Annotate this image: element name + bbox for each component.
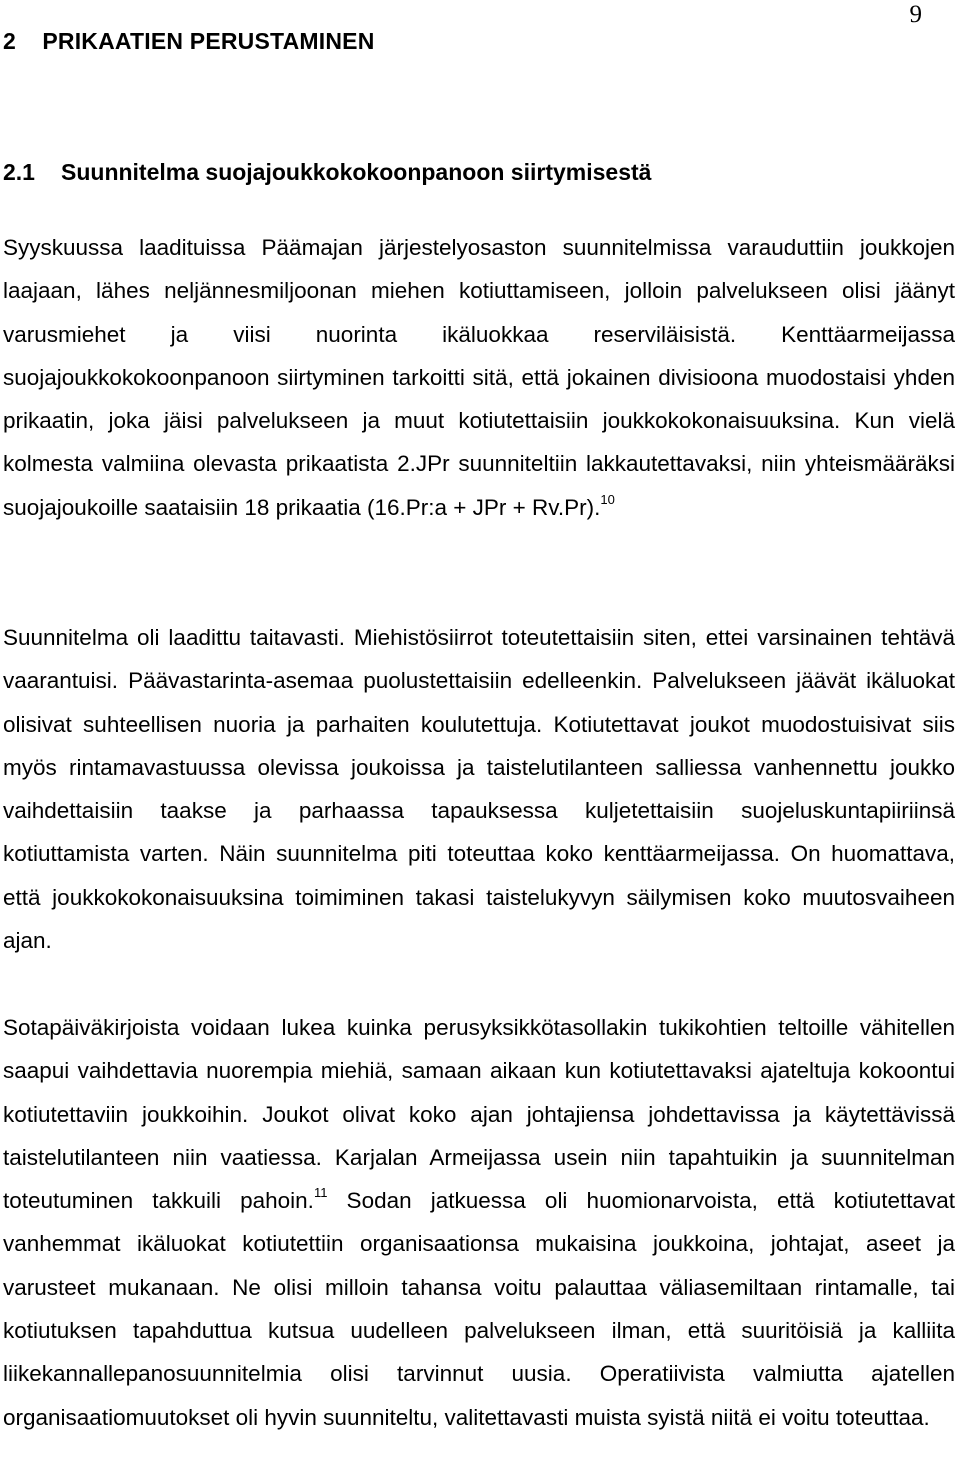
page-number: 9 [909, 1, 922, 28]
section-heading [3, 156, 651, 188]
footnote-reference: 11 [313, 1185, 328, 1201]
paragraph-text: Sodan jatkuessa oli huomionarvoista, että kotiutettavat vanhemmat ikäluokat kotiutettiin organisaationsa mukaisina joukkoina, johtajat, aseet ja varusteet mukanaan. Ne olisi milloin tahansa voitu palauttaa väliasemiltaan rintamalle, tai kotiutuksen tapahduttua kutsua uudelleen palvelukseen ilman, että suuritöisiä ja kalliita liikekannallepanosuunnitelmia olisi tarvinnut uusia. Operatiivista valmiutta ajatellen organisaatiomuutokset oli hyvin suunniteltu, valitettavasti muista syistä niitä ei voitu toteuttaa. [3, 1188, 956, 1430]
section-number: 2.1 [3, 159, 35, 185]
section-title: Suunnitelma suojajoukkokokoonpanoon siirtymisestä [61, 159, 652, 185]
body-paragraph [3, 226, 955, 529]
paragraph-text: Sotapäiväkirjoista voidaan lukea kuinka perusyksikkötasollakin tukikohtien teltoille vähitellen saapui vaihdettavia nuorempia miehiä, samaan aikaan kun kotiutettavaksi ajateltuja kokoontui kotiutettaviin joukkoihin. Joukot olivat koko ajan johtajiensa johdettavissa ja käytettävissä taistelutilanteen niin vaatiessa. Karjalan Armeijassa usein niin tapahtuikin ja suunnitelman toteutuminen takkuili pahoin. [3, 1015, 955, 1214]
chapter-heading: 2 PRIKAATIEN PERUSTAMINEN [3, 28, 375, 54]
footnote-reference: 10 [600, 491, 615, 507]
paragraph-text: Suunnitelma oli laadittu taitavasti. Miehistösiirrot toteutettaisiin siten, ettei varsinainen tehtävä vaarantuisi. Päävastarinta-asemaa puolustettaisiin edelleenkin. Palvelukseen jäävät ikäluokat olisivat suhteellisen nuoria ja parhaiten koulutettuja. Kotiutettavat joukot muodostuisivat siis myös rintamavastuussa olevissa joukoissa ja taistelutilanteen salliessa vanhennettu joukko vaihdettaisiin taakse ja parhaassa tapauksessa kuljetettaisiin suojeluskuntapiiriinsä kotiuttamista varten. Näin suunnitelma piti toteuttaa koko kenttäarmeijassa. On huomattava, että joukkokokonaisuuksina toimiminen takasi taistelukyvyn säilymisen koko muutosvaiheen ajan. [3, 625, 955, 954]
body-paragraph [3, 1006, 955, 1439]
paragraph-text: Syyskuussa laadituissa Päämajan järjestelyosaston suunnitelmissa varauduttiin joukkojen laajaan, lähes neljännesmiljoonan miehen kotiuttamiseen, jolloin palvelukseen olisi jäänyt varusmiehet ja viisi nuorinta ikäluokkaa reserviläisistä. Kenttäarmeijassa suojajoukkokokoonpanoon siirtyminen tarkoitti sitä, että jokainen divisioona muodostaisi yhden prikaatin, joka jäisi palvelukseen ja muut kotiutettaisiin joukkokokonaisuuksina. Kun vielä kolmesta valmiina olevasta prikaatista 2.JPr suunniteltiin lakkautettavaksi, niin yhteismääräksi suojajoukoille saataisiin 18 prikaatia (16.Pr:a + JPr + Rv.Pr). [3, 235, 955, 520]
body-paragraph [3, 616, 955, 962]
